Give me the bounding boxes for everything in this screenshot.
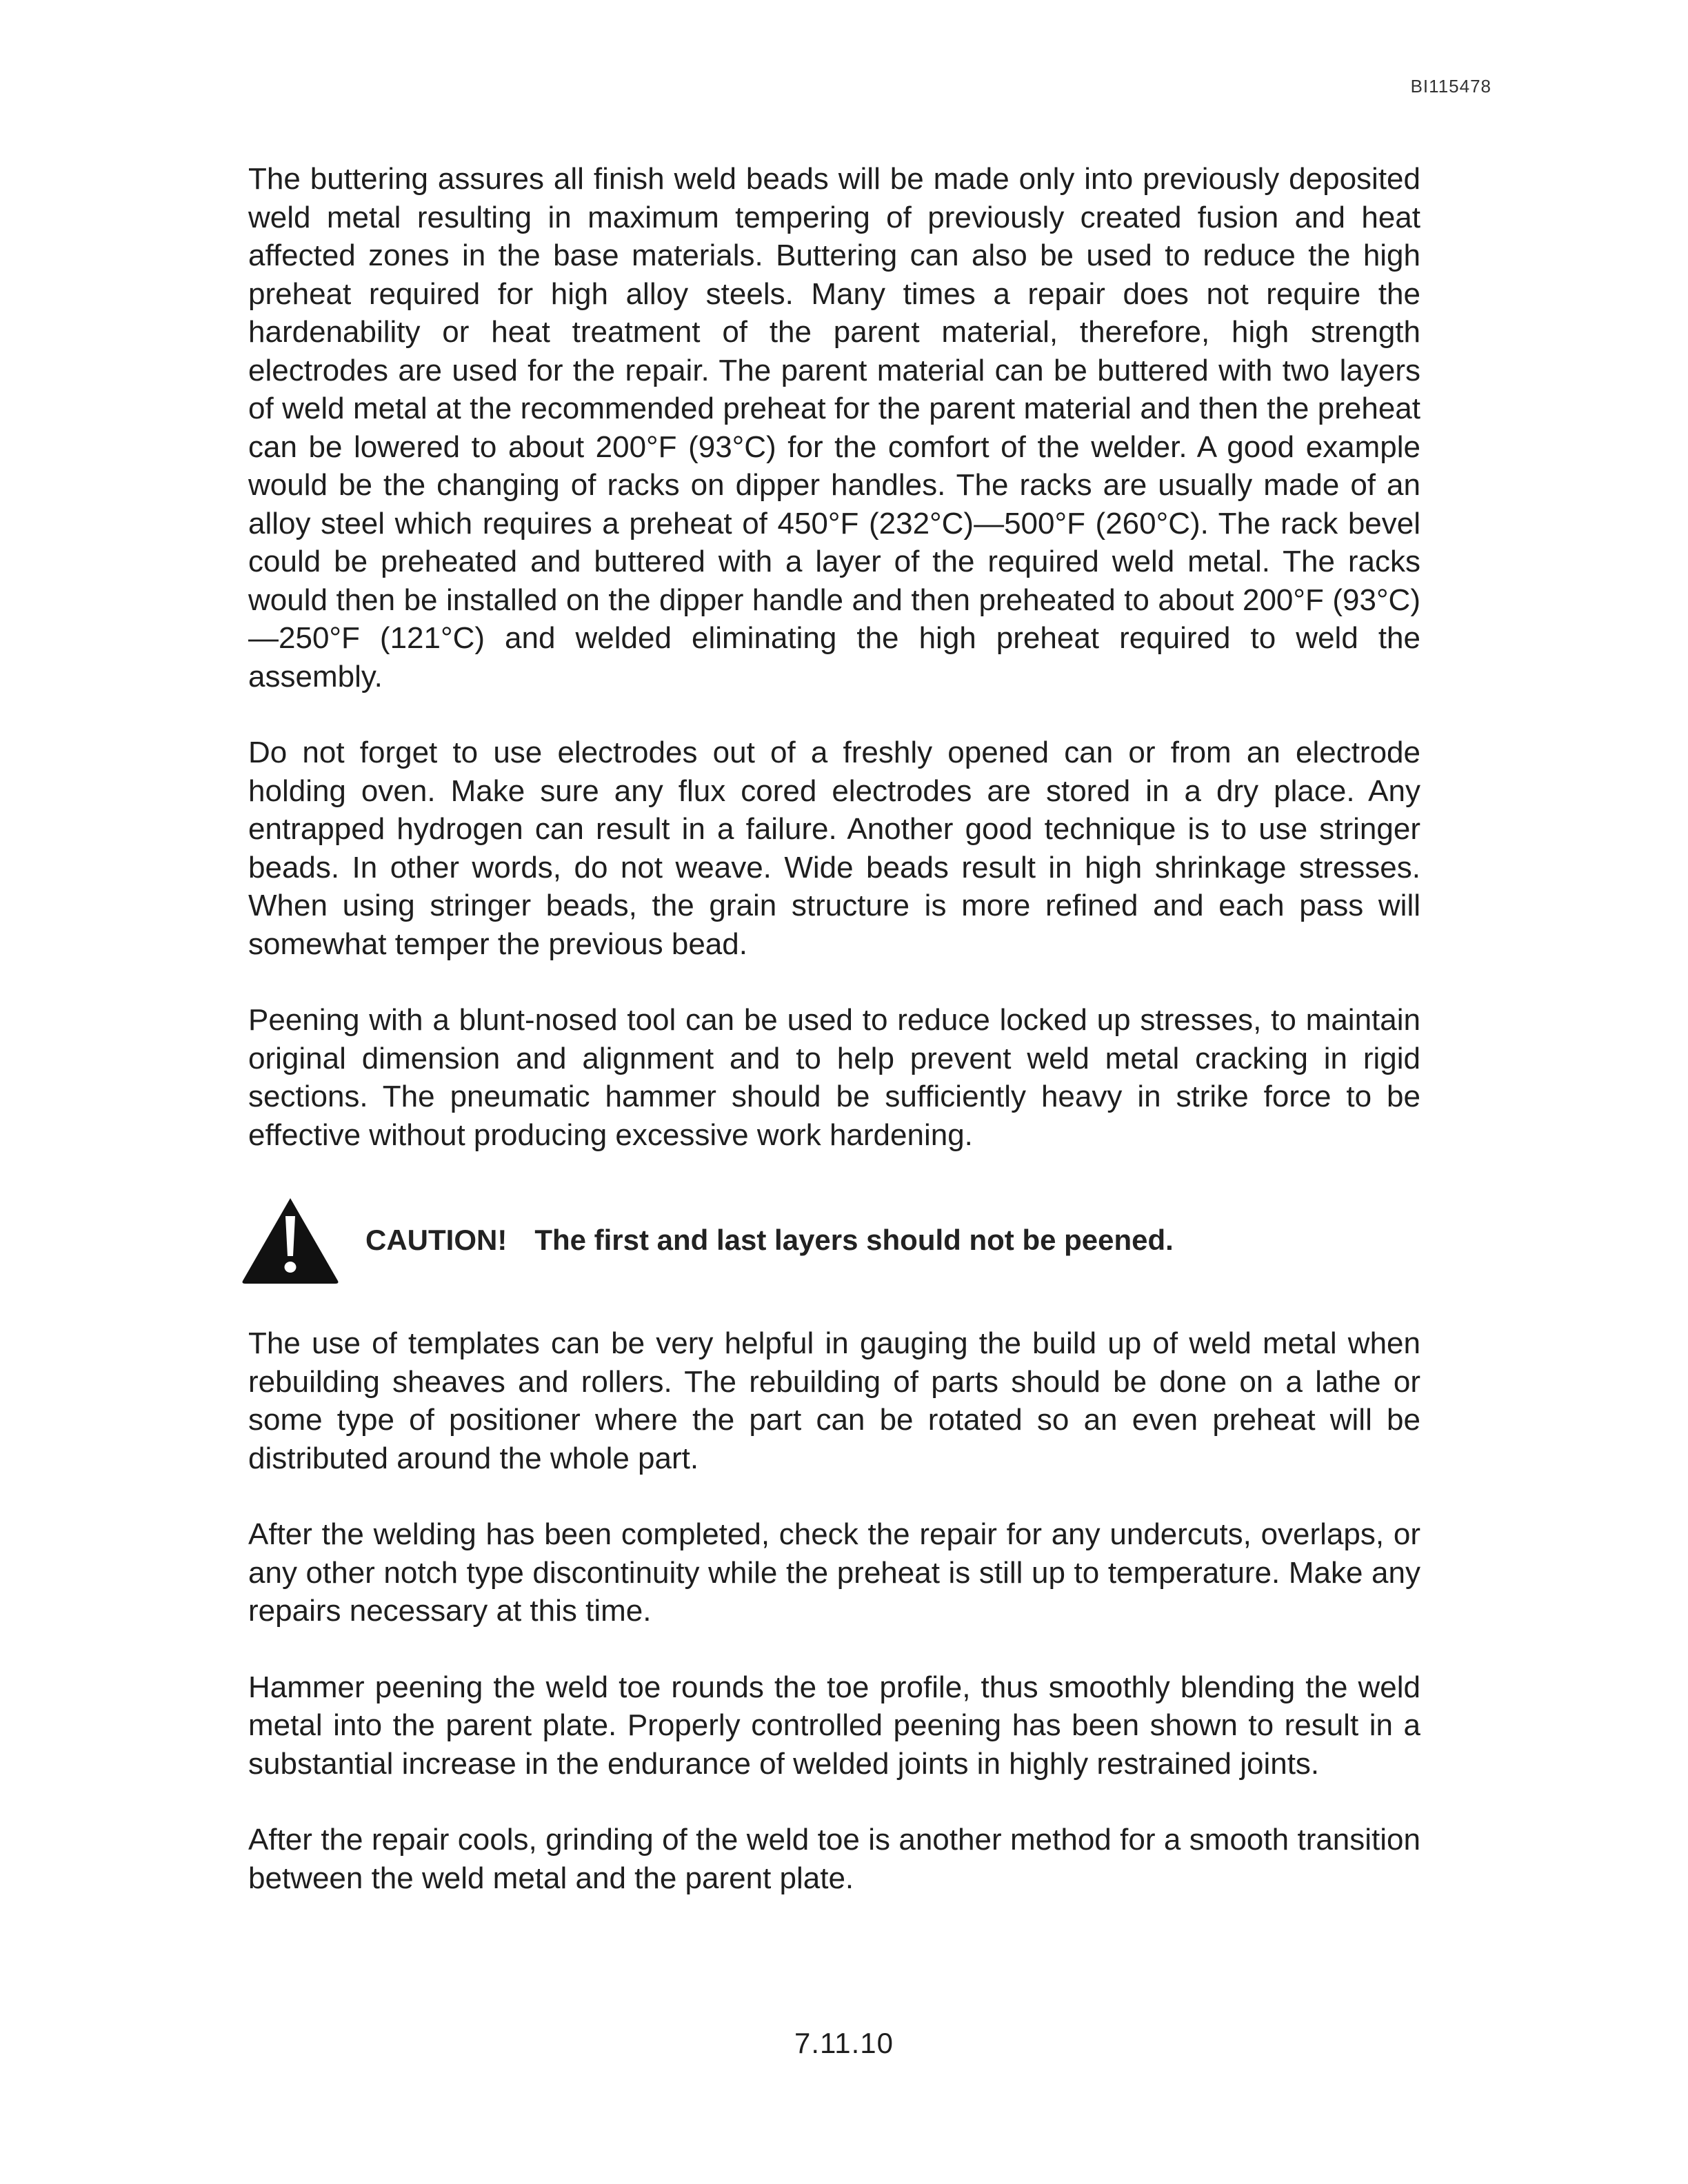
paragraph-templates: The use of templates can be very helpful in gauging the build up of weld metal when rebuilding sheaves and rollers. The rebuilding of parts should be done on a lathe or some type of positioner where the part can be rotated so an even preheat will be distributed around the whole part. bbox=[248, 1326, 1420, 1475]
paragraph-peening-tool: Peening with a blunt-nosed tool can be used to reduce locked up stresses, to maintain original dimension and alignment and to help prevent weld metal cracking in rigid sections. The pneumatic hammer should be sufficiently heavy in strike force to be effective without producing excessive work hardening. bbox=[248, 1003, 1420, 1152]
paragraph-inspection: After the welding has been completed, check the repair for any undercuts, overlaps, or any other notch type discontinuity while the preheat is still up to temperature. Make any repairs necessary at this time. bbox=[248, 1517, 1420, 1628]
caution-message bbox=[365, 1224, 1174, 1257]
caution-text: The first and last layers should not be peened. bbox=[534, 1224, 1174, 1256]
warning-triangle-icon bbox=[240, 1195, 341, 1285]
caution-notice bbox=[240, 1192, 1420, 1288]
paragraph-electrodes: Do not forget to use electrodes out of a freshly opened can or from an electrode holding oven. Make sure any flux cored electrodes are stored in a dry place. Any entrapped hydrogen can result in a failure. Another good technique is to use stringer beads. In other words, do not weave. Wide beads result in high shrinkage stresses. When using stringer beads, the grain structure is more refined and each pass will somewhat temper the previous bead. bbox=[248, 736, 1420, 961]
document-body bbox=[248, 160, 1420, 1935]
document-id: BI115478 bbox=[1410, 76, 1491, 97]
paragraph-grinding: After the repair cools, grinding of the weld toe is another method for a smooth transition between the weld metal and the parent plate. bbox=[248, 1823, 1420, 1895]
caution-label: CAUTION! bbox=[365, 1224, 508, 1256]
page-number: 7.11.10 bbox=[794, 2027, 894, 2059]
paragraph-buttering: The buttering assures all finish weld beads will be made only into previously deposited weld metal resulting in maximum tempering of previously created fusion and heat affected zones in the base materials. Buttering can also be used to reduce the high preheat required for high alloy steels. Many times a repair does not require the hardenability or heat treatment of the parent material, therefore, high strength electrodes are used for the repair. The parent material can be buttered with two layers of weld metal at the recommended preheat for the parent material and then the preheat can be lowered to about 200°F (93°C) for the comfort of the welder. A good example would be the changing of racks on dipper handles. The racks are usually made of an alloy steel which requires a preheat of 450°F (232°C)—500°F (260°C). The rack bevel could be preheated and buttered with a layer of the required weld metal. The racks would then be installed on the dipper handle and then preheated to about 200°F (93°C)—250°F (121°C) and welded eliminating the high preheat required to weld the assembly. bbox=[248, 162, 1420, 694]
paragraph-hammer-peening: Hammer peening the weld toe rounds the toe profile, thus smoothly blending the weld metal into the parent plate. Properly controlled peening has been shown to result in a substantial increase in the endurance of welded joints in highly restrained joints. bbox=[248, 1670, 1420, 1781]
